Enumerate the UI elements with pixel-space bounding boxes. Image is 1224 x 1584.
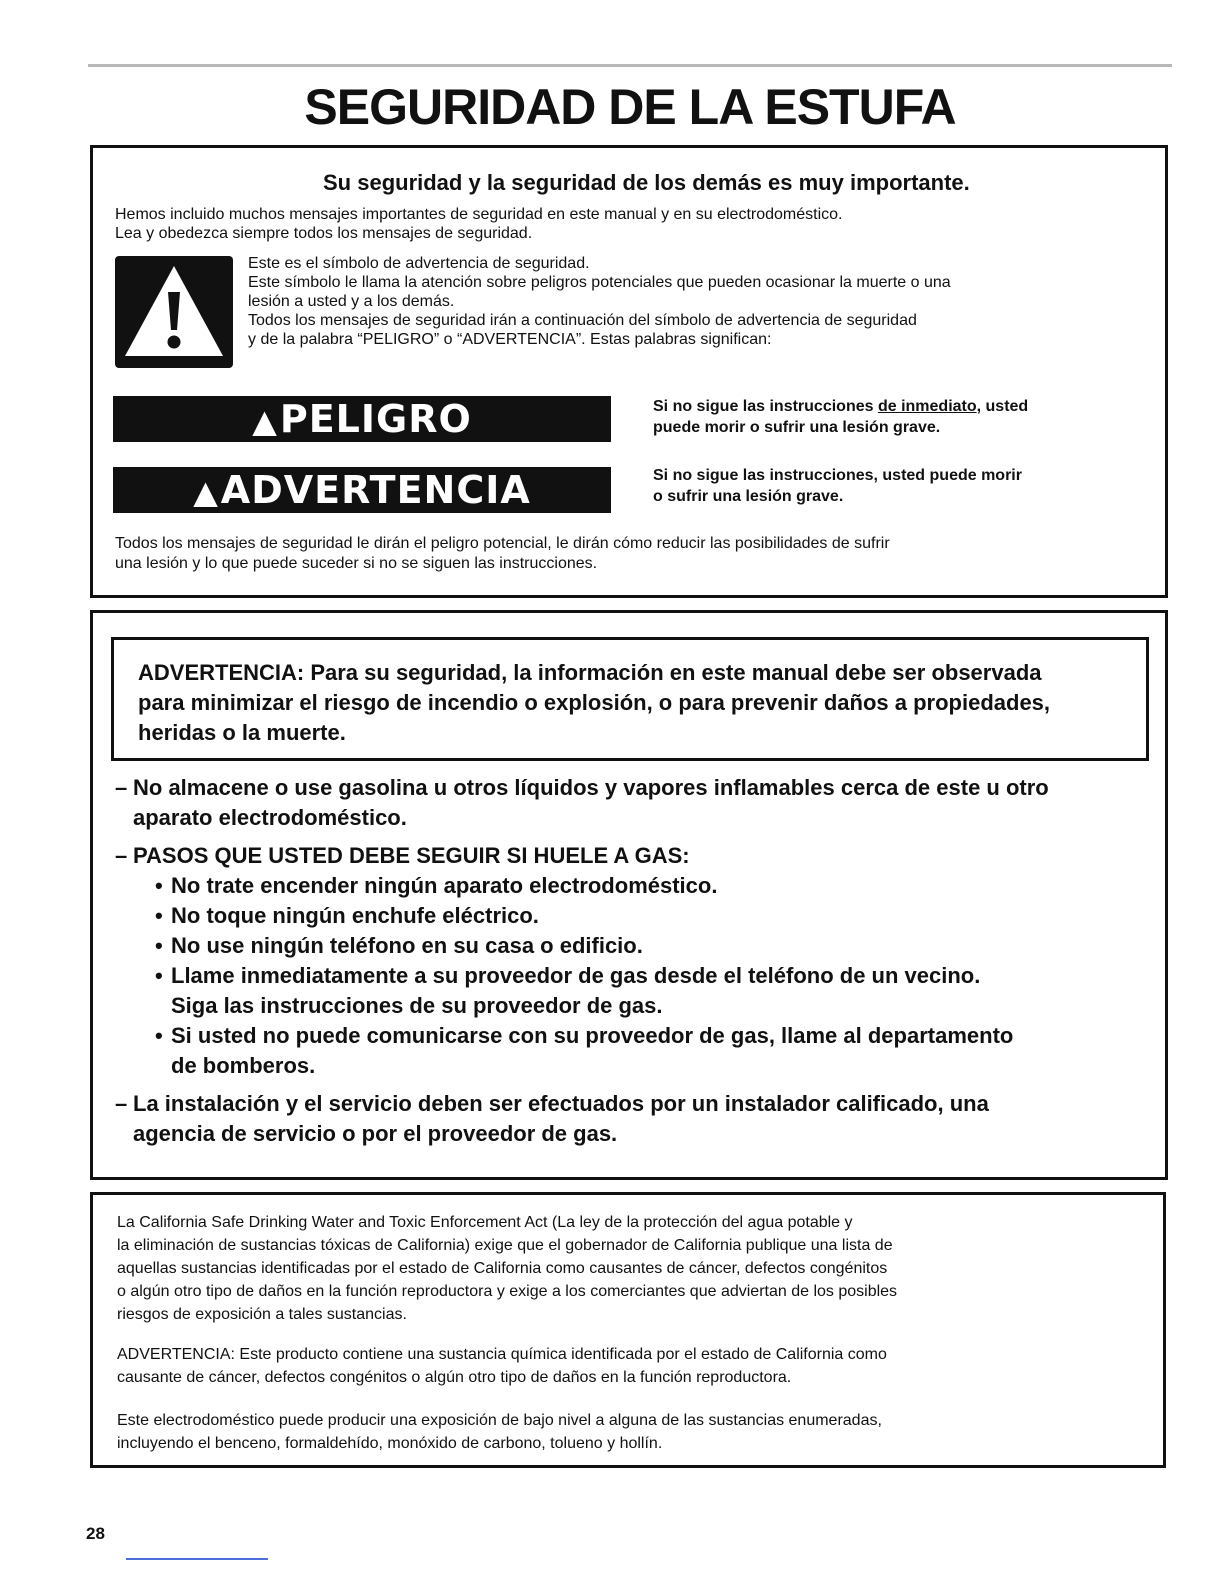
item-line: No almacene o use gasolina u otros líquidos y vapores inflamables cerca de este u otro [133, 775, 1049, 800]
advertencia-banner [113, 467, 611, 513]
dash-marker: – [115, 843, 128, 868]
step-item [151, 901, 1155, 931]
peligro-desc-emphasis: de inmediato [877, 398, 977, 415]
step-item [151, 871, 1155, 901]
bullet-marker: • [155, 903, 163, 928]
bullet-marker: • [155, 873, 163, 898]
step-text: No trate encender ningún aparato electrodoméstico. [171, 873, 718, 898]
intro-line: Hemos incluido muchos mensajes importantes de seguridad en este manual y en su electrodoméstico. [115, 206, 843, 223]
paragraph-line: causante de cáncer, defectos congénitos o algún otro tipo de daños en la función reproductora. [117, 1369, 792, 1386]
gas-steps-list [133, 871, 1155, 1081]
symbol-line: y de la palabra “PELIGRO” o “ADVERTENCIA”. Estas palabras significan: [248, 331, 772, 348]
alert-triangle-icon: ▲ [193, 473, 219, 511]
bottom-link-rule [126, 1558, 268, 1560]
step-item [151, 961, 1155, 1021]
bullet-marker: • [155, 933, 163, 958]
bullet-marker: • [155, 1023, 163, 1048]
advertencia-label: ADVERTENCIA [220, 468, 531, 512]
paragraph-line: incluyendo el benceno, formaldehído, monóxido de carbono, tolueno y hollín. [117, 1435, 663, 1452]
advertencia-desc-line: o sufrir una lesión grave. [653, 488, 844, 505]
gas-warning-headline-box [111, 637, 1149, 761]
item-line: La instalación y el servicio deben ser efectuados por un instalador calificado, una [133, 1091, 989, 1116]
step-text: Siga las instrucciones de su proveedor de gas. [171, 993, 663, 1018]
page-number: 28 [86, 1524, 105, 1543]
page-title: SEGURIDAD DE LA ESTUFA [304, 79, 956, 135]
list-item [115, 1089, 1155, 1149]
list-item [115, 773, 1155, 833]
advertencia-desc-line: Si no sigue las instrucciones, usted puede morir [653, 467, 1022, 484]
peligro-banner [113, 396, 611, 442]
step-text: No toque ningún enchufe eléctrico. [171, 903, 539, 928]
closing-line: una lesión y lo que puede suceder si no se siguen las instrucciones. [115, 555, 598, 572]
paragraph-line: o algún otro tipo de daños en la función reproductora y exige a los comerciantes que adviertan de los posibles [117, 1283, 898, 1300]
safety-closing [115, 534, 1115, 574]
california-notice-box [90, 1192, 1166, 1468]
step-text: Si usted no puede comunicarse con su proveedor de gas, llame al departamento [171, 1023, 1014, 1048]
headline-line: ADVERTENCIA: Para su seguridad, la información en este manual debe ser observada [138, 660, 1042, 685]
step-text: Llame inmediatamente a su proveedor de gas desde el teléfono de un vecino. [171, 963, 981, 988]
step-item [151, 931, 1155, 961]
warning-triangle-icon [115, 256, 233, 368]
peligro-description [653, 396, 1153, 438]
gas-warning-list [115, 773, 1155, 1157]
paragraph-line: Este electrodoméstico puede producir una exposición de bajo nivel a alguna de las sustancias enumeradas, [117, 1412, 882, 1429]
paragraph-line: la eliminación de sustancias tóxicas de California) exige que el gobernador de California publique una lista de [117, 1237, 893, 1254]
peligro-desc-text: Si no sigue las instrucciones [653, 398, 878, 415]
closing-line: Todos los mensajes de seguridad le dirán el peligro potencial, le dirán cómo reducir las posibilidades de sufrir [115, 535, 890, 552]
paragraph-line: La California Safe Drinking Water and Toxic Enforcement Act (La ley de la protección del agua potable y [117, 1214, 853, 1231]
paragraph-line: aquellas sustancias identificadas por el estado de California como causantes de cáncer, defectos congénitos [117, 1260, 888, 1277]
california-paragraph [117, 1211, 1147, 1326]
gas-warning-headline [138, 658, 1050, 748]
advertencia-description [653, 465, 1153, 507]
step-item [151, 1021, 1155, 1081]
dash-marker: – [115, 1091, 128, 1116]
peligro-desc-text: , usted [976, 398, 1029, 415]
peligro-desc-line [653, 396, 1153, 417]
bullet-marker: • [155, 963, 163, 988]
symbol-line: Este símbolo le llama la atención sobre peligros potenciales que pueden ocasionar la muerte o una [248, 274, 951, 291]
symbol-explanation [248, 254, 1128, 349]
safety-message-box [90, 145, 1168, 598]
paragraph-line: ADVERTENCIA: Este producto contiene una sustancia química identificada por el estado de California como [117, 1346, 887, 1363]
top-rule [88, 64, 1172, 67]
gas-warning-box [90, 610, 1168, 1180]
intro-line: Lea y obedezca siempre todos los mensajes de seguridad. [115, 225, 533, 242]
peligro-label: PELIGRO [279, 397, 472, 441]
peligro-desc-line: puede morir o sufrir una lesión grave. [653, 419, 941, 436]
item-line: agencia de servicio o por el proveedor de gas. [133, 1121, 618, 1146]
item-line: aparato electrodoméstico. [133, 805, 407, 830]
safety-intro [115, 205, 843, 243]
symbol-line: Este es el símbolo de advertencia de seguridad. [248, 255, 590, 272]
headline-line: para minimizar el riesgo de incendio o explosión, o para prevenir daños a propiedades, [138, 690, 1051, 715]
dash-marker: – [115, 775, 128, 800]
symbol-line: lesión a usted y a los demás. [248, 293, 455, 310]
california-exposure-paragraph [117, 1409, 1147, 1455]
step-text: No use ningún teléfono en su casa o edificio. [171, 933, 643, 958]
list-item [115, 841, 1155, 1081]
step-text: de bomberos. [171, 1053, 316, 1078]
symbol-line: Todos los mensajes de seguridad irán a continuación del símbolo de advertencia de seguridad [248, 312, 917, 329]
item-heading: PASOS QUE USTED DEBE SEGUIR SI HUELE A GAS: [133, 843, 690, 868]
california-warning-paragraph [117, 1343, 1147, 1389]
safety-subtitle: Su seguridad y la seguridad de los demás es muy importante. [323, 170, 970, 195]
paragraph-line: riesgos de exposición a tales sustancias. [117, 1306, 407, 1323]
alert-triangle-icon: ▲ [252, 402, 278, 440]
headline-line: heridas o la muerte. [138, 720, 346, 745]
